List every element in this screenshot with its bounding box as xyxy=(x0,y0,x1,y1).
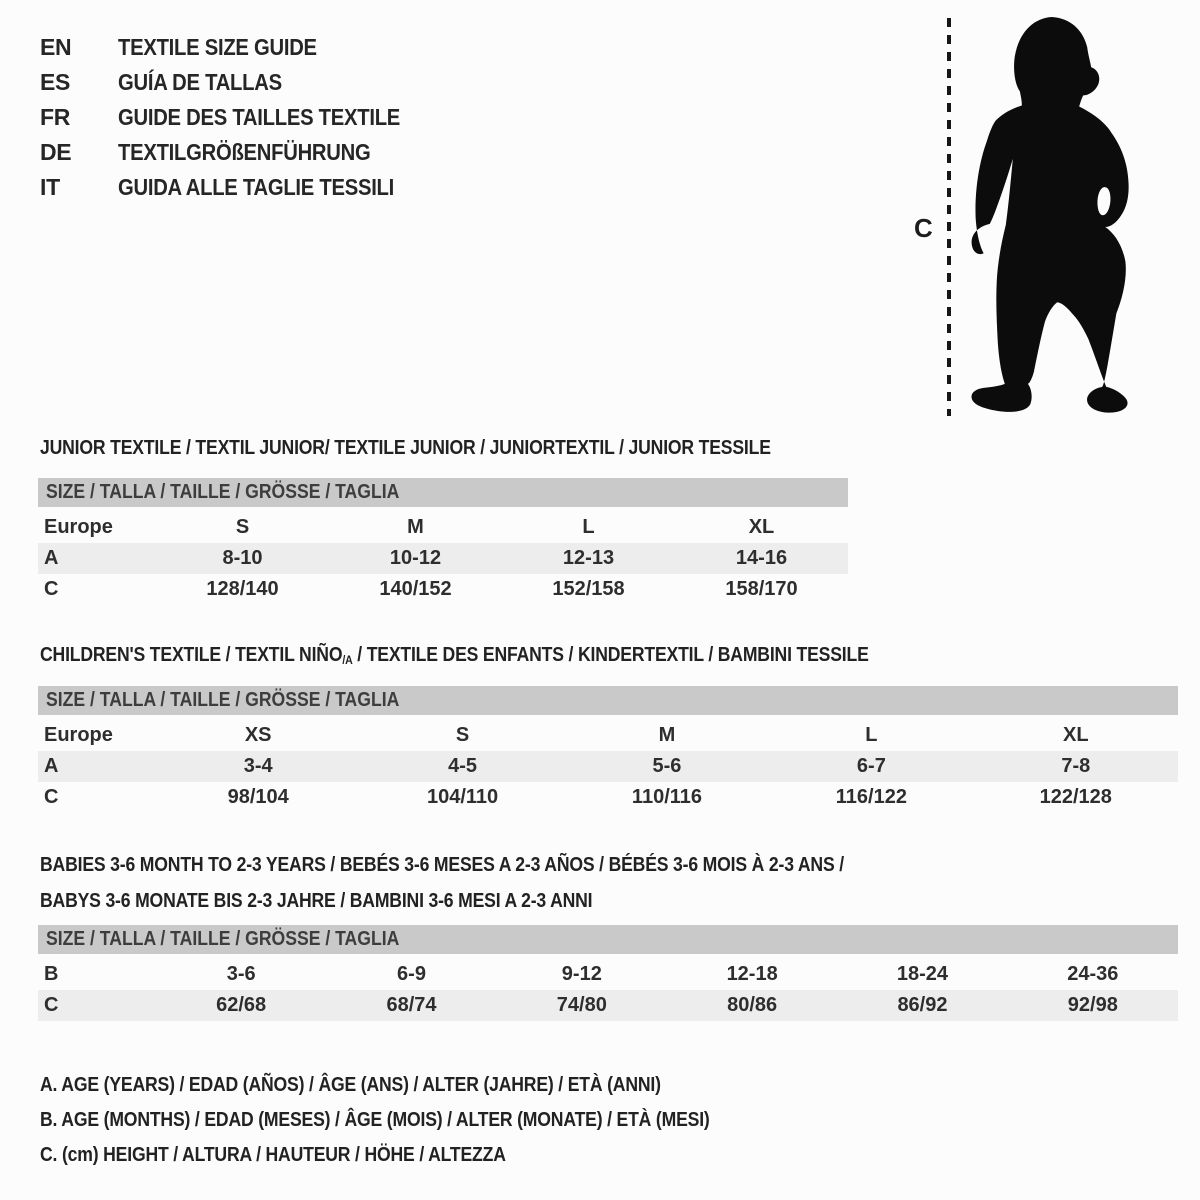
babies-table xyxy=(38,959,1178,1021)
size-cell: 62/68 xyxy=(216,994,267,1016)
size-cell: 3-4 xyxy=(243,755,273,777)
babies-section-title-line1: BABIES 3-6 MONTH TO 2-3 YEARS / BEBÉS 3-6 MESES A 2-3 AÑOS / BÉBÉS 3-6 MOIS À 2-3 ANS / xyxy=(40,854,844,876)
size-cell: 4-5 xyxy=(448,755,478,777)
size-cell: 152/158 xyxy=(552,578,625,600)
junior-section-title-text: JUNIOR TEXTILE / TEXTIL JUNIOR/ TEXTILE JUNIOR / JUNIORTEXTIL / JUNIOR TESSILE xyxy=(40,437,771,459)
children-section-title xyxy=(40,644,982,667)
size-cell: S xyxy=(455,724,470,746)
table-row-europe xyxy=(38,720,1178,751)
size-cell: 12-13 xyxy=(562,547,615,569)
lang-row-es xyxy=(40,65,439,100)
legend-line-a: A. AGE (YEARS) / EDAD (AÑOS) / ÂGE (ANS) / ALTER (JAHRE) / ETÀ (ANNI) xyxy=(40,1074,661,1096)
children-size-table xyxy=(38,686,1178,813)
row-label: A xyxy=(44,755,59,777)
table-row-age xyxy=(38,543,848,574)
junior-size-header-bar xyxy=(38,478,848,507)
size-cell: 5-6 xyxy=(652,755,682,777)
size-cell: 104/110 xyxy=(426,786,499,808)
size-cell: 12-18 xyxy=(726,963,778,985)
size-cell: L xyxy=(582,516,595,538)
table-row-height xyxy=(38,782,1178,813)
legend-line-c: C. (cm) HEIGHT / ALTURA / HAUTEUR / HÖHE / ALTEZZA xyxy=(40,1144,506,1166)
nino-a-subscript: /A xyxy=(342,653,353,668)
size-cell: 110/116 xyxy=(631,786,703,808)
size-cell: 7-8 xyxy=(1061,755,1091,777)
lang-row-it xyxy=(40,170,439,205)
babies-section-title xyxy=(40,847,954,919)
language-title-list xyxy=(40,30,439,205)
size-cell: 8-10 xyxy=(222,547,263,569)
row-label: A xyxy=(44,547,59,569)
lang-label: GUIDE DES TAILLES TEXTILE xyxy=(118,104,401,130)
size-cell: 18-24 xyxy=(896,963,949,985)
height-measure-label: C xyxy=(914,213,933,243)
size-cell: 86/92 xyxy=(897,994,948,1016)
size-cell: 74/80 xyxy=(556,994,607,1016)
size-cell: 122/128 xyxy=(1039,786,1112,808)
legend-line-b: B. AGE (MONTHS) / EDAD (MESES) / ÂGE (MOIS) / ALTER (MONATE) / ETÀ (MESI) xyxy=(40,1109,710,1131)
lang-label: GUIDA ALLE TAGLIE TESSILI xyxy=(118,174,395,200)
table-row-age xyxy=(38,751,1178,782)
measurement-legend xyxy=(40,1068,801,1173)
size-cell: 140/152 xyxy=(379,578,452,600)
table-row-height xyxy=(38,990,1178,1021)
size-cell: M xyxy=(407,516,424,538)
children-size-header-bar xyxy=(38,686,1178,715)
lang-row-de xyxy=(40,135,439,170)
size-cell: 9-12 xyxy=(561,963,602,985)
size-cell: 10-12 xyxy=(389,547,442,569)
size-bar-label: SIZE / TALLA / TAILLE / GRÖSSE / TAGLIA xyxy=(46,689,400,711)
size-bar-label: SIZE / TALLA / TAILLE / GRÖSSE / TAGLIA xyxy=(46,481,400,503)
size-cell: XS xyxy=(244,724,272,746)
lang-code: ES xyxy=(40,69,71,95)
size-cell: 3-6 xyxy=(226,963,256,985)
height-measure-dashed-line xyxy=(947,18,951,416)
size-cell: 158/170 xyxy=(725,578,798,600)
lang-code: EN xyxy=(40,34,72,60)
children-section-title-text: CHILDREN'S TEXTILE / TEXTIL NIÑO/A / TEXTILE DES ENFANTS / KINDERTEXTIL / BAMBINI TESSILE xyxy=(40,644,869,668)
size-cell: L xyxy=(865,724,878,746)
size-cell: 6-9 xyxy=(397,963,426,985)
row-label: Europe xyxy=(44,516,113,538)
lang-label: GUÍA DE TALLAS xyxy=(118,69,282,95)
lang-row-en xyxy=(40,30,439,65)
lang-label: TEXTILE SIZE GUIDE xyxy=(118,34,317,60)
lang-code: DE xyxy=(40,139,72,165)
row-label: C xyxy=(44,786,59,808)
size-cell: 98/104 xyxy=(227,786,289,808)
size-cell: XL xyxy=(748,516,775,538)
lang-code: IT xyxy=(40,174,60,200)
size-cell: M xyxy=(658,724,676,746)
size-bar-label: SIZE / TALLA / TAILLE / GRÖSSE / TAGLIA xyxy=(46,928,400,950)
row-label: B xyxy=(44,963,59,985)
lang-label: TEXTILGRÖßENFÜHRUNG xyxy=(118,139,371,165)
toddler-silhouette-icon xyxy=(963,14,1135,416)
junior-size-table xyxy=(38,478,848,605)
table-row-height xyxy=(38,574,848,605)
size-cell: 68/74 xyxy=(386,994,437,1016)
size-cell: 80/86 xyxy=(727,994,778,1016)
size-cell: 92/98 xyxy=(1067,994,1118,1016)
size-cell: S xyxy=(235,516,250,538)
junior-section-title xyxy=(40,437,870,460)
babies-section-title-line2: BABYS 3-6 MONATE BIS 2-3 JAHRE / BAMBINI 3-6 MESI A 2-3 ANNI xyxy=(40,890,593,912)
junior-table xyxy=(38,512,848,605)
size-cell: 24-36 xyxy=(1067,963,1119,985)
size-cell: 116/122 xyxy=(835,786,907,808)
size-cell: 128/140 xyxy=(206,578,279,600)
table-row-months xyxy=(38,959,1178,990)
row-label: C xyxy=(44,994,59,1016)
babies-size-table xyxy=(38,925,1178,1021)
table-row-europe xyxy=(38,512,848,543)
row-label: Europe xyxy=(44,724,113,746)
row-label: C xyxy=(44,578,59,600)
babies-size-header-bar xyxy=(38,925,1178,954)
lang-code: FR xyxy=(40,104,71,130)
lang-row-fr xyxy=(40,100,439,135)
size-cell: 6-7 xyxy=(856,755,886,777)
size-cell: XL xyxy=(1063,724,1089,746)
size-cell: 14-16 xyxy=(735,547,788,569)
children-table xyxy=(38,720,1178,813)
